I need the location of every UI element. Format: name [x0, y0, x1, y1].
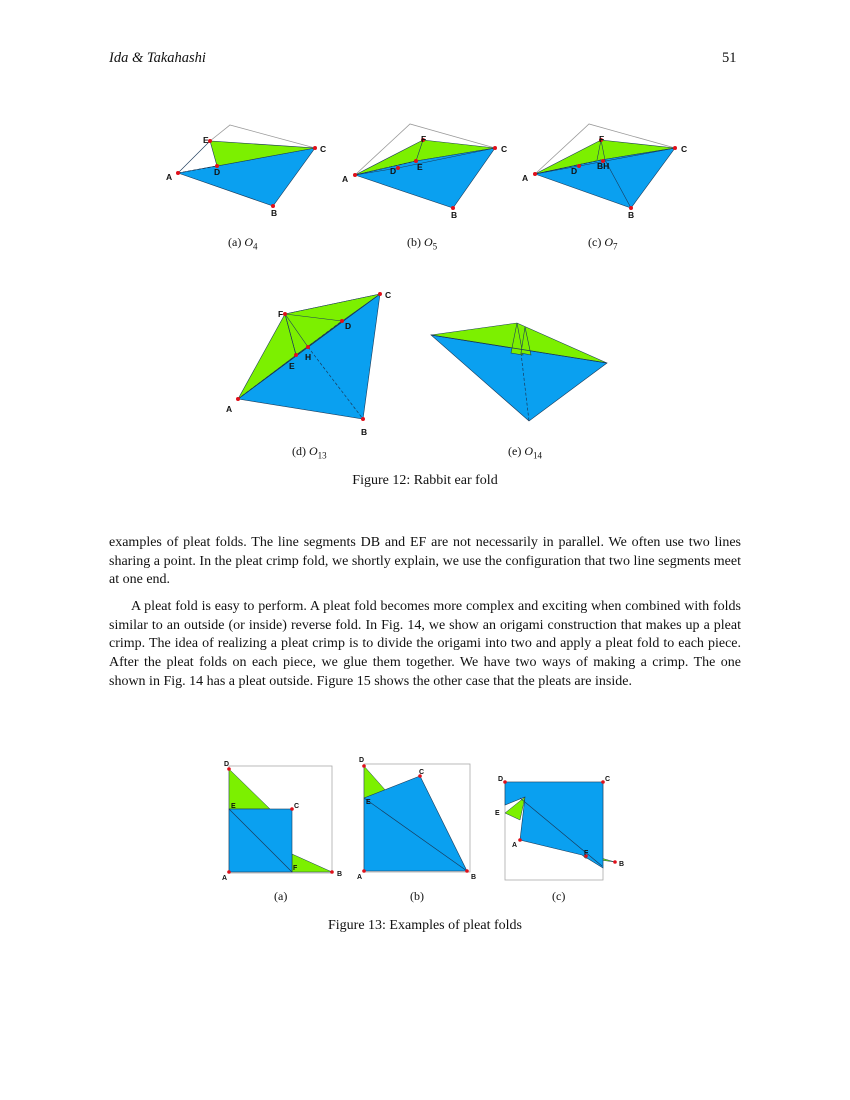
fig12b-label-b: B	[451, 210, 458, 220]
figure12-caption: Figure 12: Rabbit ear fold	[352, 473, 498, 488]
fig13a-label-e: E	[231, 803, 236, 810]
fig13a-label-c: C	[294, 803, 300, 810]
fig13c-label-f: F	[584, 850, 589, 857]
paragraph-1: examples of pleat folds. The line segments DB and EF are not necessarily in parallel. We often use two lines sharing a point. In the pleat crimp fold, we shortly explain, we use the configuration that two line segments meet at one end.	[109, 535, 741, 588]
fig13c-label-a: A	[512, 842, 518, 849]
fig12d-label-c: C	[385, 290, 392, 300]
fig12c-point-c	[673, 146, 677, 150]
fig12d-point-d	[340, 319, 344, 323]
figure12-d-diagram	[222, 285, 402, 440]
fig12d-label-d: D	[345, 321, 352, 331]
fig13c-label-e: E	[495, 810, 500, 817]
figure12-b-diagram	[338, 118, 508, 223]
figure13-a-diagram	[220, 757, 345, 882]
fig12-subcaption-a: (a) $O_4$	[228, 235, 258, 252]
fig12d-label-a: A	[226, 404, 233, 414]
figure12-a-diagram	[160, 118, 330, 223]
fig13a-label-a: A	[222, 875, 228, 882]
figure12-e-diagram	[425, 315, 615, 425]
fig13b-point-d	[362, 764, 366, 768]
fig12b-label-e: E	[417, 162, 423, 172]
fig12c-label-f: F	[599, 134, 605, 144]
fig12d-label-f: F	[278, 309, 284, 319]
fig12b-label-d: D	[390, 166, 397, 176]
fig12c-label-b: B	[628, 210, 635, 220]
fig13b-label-b: B	[471, 874, 477, 881]
fig12d-label-e: E	[289, 361, 295, 371]
fig12c-point-d	[577, 164, 581, 168]
fig12d-point-b	[361, 417, 365, 421]
running-header-authors: Ida & Takahashi	[109, 50, 206, 66]
fig13c-point-d	[503, 780, 507, 784]
fig13b-label-c: C	[419, 769, 425, 776]
fig13a-green-bottom	[292, 854, 332, 872]
fig13a-label-d: D	[224, 761, 230, 768]
fig13-subcaption-c: (c)	[552, 889, 566, 903]
fig12-subcaption-c: (c) $O_7$	[588, 235, 618, 252]
fig12-subcaption-b: (b) $O_5$	[407, 235, 438, 252]
fig12d-point-h	[306, 345, 310, 349]
fig13c-label-b: B	[619, 861, 625, 868]
fig13b-label-e: E	[366, 799, 371, 806]
fig13-subcaption-a: (a)	[274, 889, 288, 903]
fig12a-label-b: B	[271, 208, 278, 218]
fig12a-label-a: A	[166, 172, 173, 182]
fig13b-point-a	[362, 869, 366, 873]
figure13-caption: Figure 13: Examples of pleat folds	[327, 918, 523, 933]
fig13b-label-d: D	[359, 757, 365, 764]
fig12a-label-e: E	[203, 135, 209, 145]
fig12d-point-a	[236, 397, 240, 401]
fig12c-label-c: C	[681, 144, 688, 154]
figure13-c-diagram	[490, 770, 630, 885]
fig13a-label-f: F	[293, 865, 298, 872]
fig12d-label-b: B	[361, 427, 368, 437]
fig12a-label-d: D	[214, 167, 221, 177]
fig13b-label-a: A	[357, 874, 363, 881]
fig12b-point-a	[353, 173, 357, 177]
fig12b-label-f: F	[421, 134, 427, 144]
fig12b-point-c	[493, 146, 497, 150]
fig12b-label-c: C	[501, 144, 508, 154]
figure13-b-diagram	[355, 752, 480, 882]
fig13c-label-c: C	[605, 776, 611, 783]
page-number: 51	[722, 50, 737, 66]
fig12a-label-c: C	[320, 144, 327, 154]
fig12c-label-a: A	[522, 173, 529, 183]
fig12c-label-bh: BH	[597, 161, 610, 171]
fig13b-point-b	[465, 869, 469, 873]
fig12-subcaption-d: (d) $O_{13}$	[292, 444, 327, 461]
fig12a-point-c	[313, 146, 317, 150]
fig12c-point-a	[533, 172, 537, 176]
fig13a-point-b	[330, 870, 334, 874]
fig12-subcaption-e: (e) $O_{14}$	[508, 444, 542, 461]
fig12b-point-d	[396, 166, 400, 170]
fig13-subcaption-b: (b)	[410, 889, 424, 903]
fig12d-point-e	[294, 353, 298, 357]
fig13c-label-d: D	[498, 776, 504, 783]
fig12a-point-a	[176, 171, 180, 175]
fig12d-point-f	[283, 312, 287, 316]
paragraph-2: A pleat fold is easy to perform. A pleat fold becomes more complex and exciting when combined with folds similar to an outside (or inside) reverse fold. In Fig. 14, we show an origami construction that makes up a pleat crimp. The idea of realizing a pleat crimp is to divide the origami into two and apply a pleat fold to each piece. After the pleat folds on each piece, we glue them together. We have two ways of making a crimp. The one shown in Fig. 14 has a pleat outside. Figure 15 shows the other case that the pleats are inside.	[109, 599, 741, 689]
figure12-c-diagram	[517, 118, 697, 223]
fig13a-label-b: B	[337, 871, 343, 878]
fig12b-label-a: A	[342, 174, 349, 184]
fig13c-point-a	[518, 838, 522, 842]
fig13c-point-b	[613, 860, 617, 864]
fig12d-label-h: H	[305, 352, 312, 362]
fig13a-point-a	[227, 870, 231, 874]
fig13c-blue-face	[505, 782, 603, 868]
fig12d-point-c	[378, 292, 382, 296]
fig12c-label-d: D	[571, 166, 578, 176]
